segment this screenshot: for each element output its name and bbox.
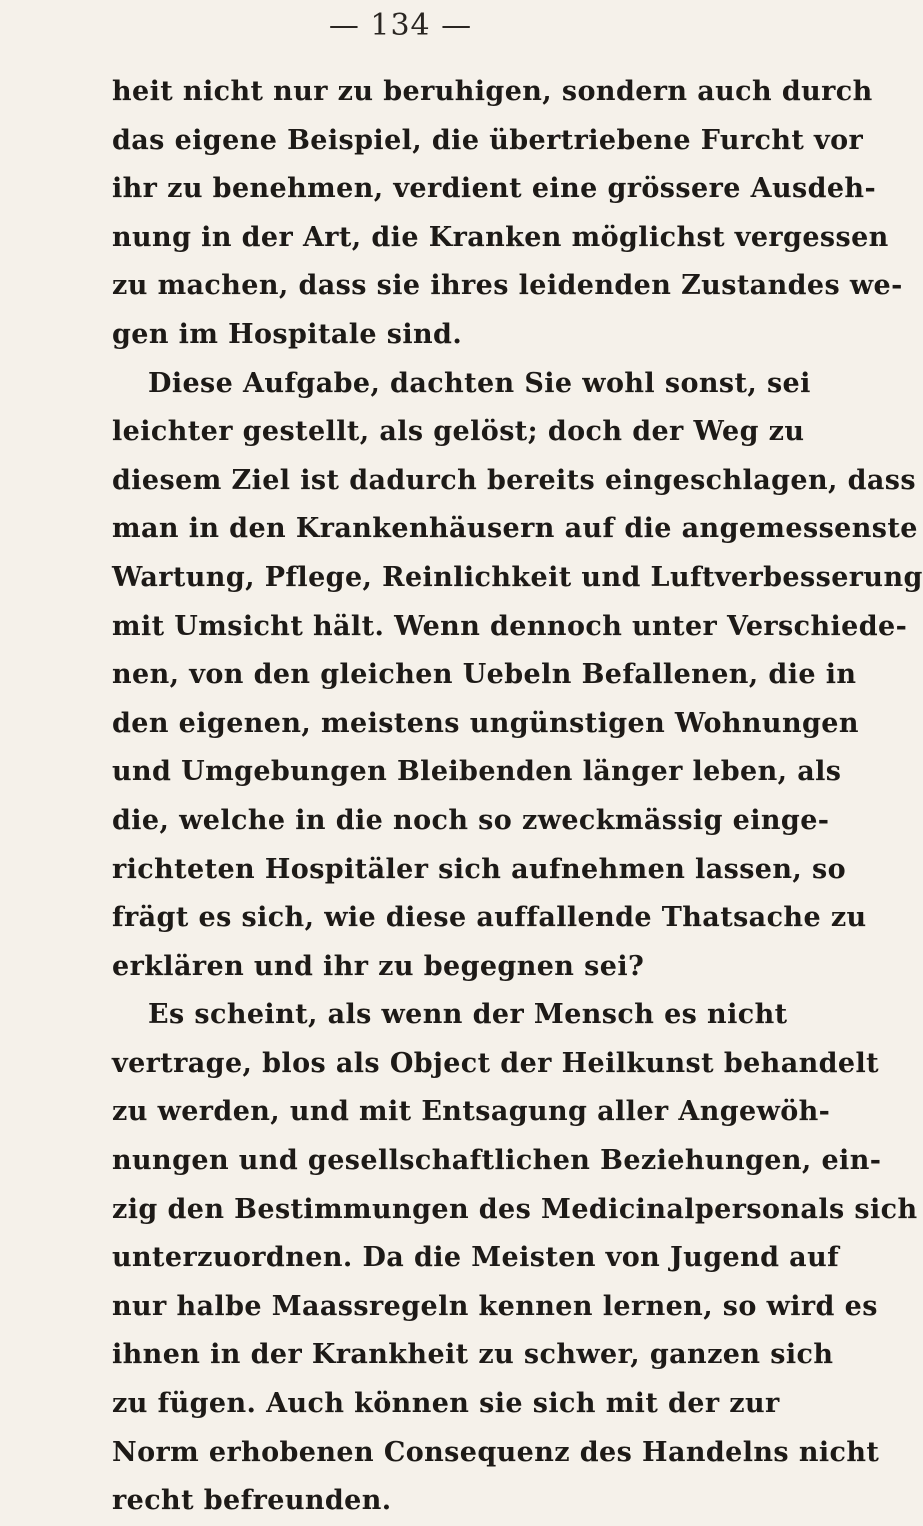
text-line: zu fügen. Auch können sie sich mit der zur [112, 1388, 780, 1420]
body-text [112, 68, 923, 1526]
text-line: ihnen in der Krankheit zu schwer, ganzen sich [112, 1339, 834, 1371]
text-line: Norm erhobenen Consequenz des Handelns nicht [112, 1436, 880, 1468]
text-line: zig den Bestimmungen des Medicinalpersonals sich [112, 1193, 918, 1225]
text-line: zu machen, dass sie ihres leidenden Zustandes we- [112, 270, 903, 302]
text-line: diesem Ziel ist dadurch bereits eingeschlagen, dass [112, 464, 916, 496]
text-line: den eigenen, meistens ungünstigen Wohnungen [112, 707, 859, 739]
text-line: zu werden, und mit Entsagung aller Angewöh- [112, 1096, 831, 1128]
text-line: das eigene Beispiel, die übertriebene Furcht vor [112, 124, 864, 156]
text-line: und Umgebungen Bleibenden länger leben, als [112, 756, 842, 788]
text-line: man in den Krankenhäusern auf die angemessenste [112, 513, 918, 545]
text-line: heit nicht nur zu beruhigen, sondern auch durch [112, 76, 873, 107]
text-line: leichter gestellt, als gelöst; doch der Weg zu [112, 416, 805, 448]
text-line: vertrage, blos als Object der Heilkunst behandelt [112, 1047, 880, 1079]
text-line: Es scheint, als wenn der Mensch es nicht [148, 999, 788, 1031]
text-line: nung in der Art, die Kranken möglichst vergessen [112, 221, 889, 253]
text-line: unterzuordnen. Da die Meisten von Jugend auf [112, 1242, 840, 1274]
text-line: recht befreunden. [112, 1485, 392, 1517]
text-line: richteten Hospitäler sich aufnehmen lassen, so [112, 853, 847, 885]
text-line: nungen und gesellschaftlichen Beziehungen, ein- [112, 1145, 882, 1177]
text-line: nen, von den gleichen Uebeln Befallenen, die in [112, 659, 857, 691]
text-line: ihr zu benehmen, verdient eine grössere Ausdeh- [112, 173, 877, 205]
text-line: erklären und ihr zu begegnen sei? [112, 950, 645, 982]
text-line: Diese Aufgabe, dachten Sie wohl sonst, sei [148, 367, 811, 399]
text-line: Wartung, Pflege, Reinlichkeit und Luftverbesserung [112, 561, 923, 593]
text-line: nur halbe Maassregeln kennen lernen, so wird es [112, 1290, 878, 1322]
text-line: gen im Hospitale sind. [112, 318, 463, 350]
text-line: mit Umsicht hält. Wenn dennoch unter Verschiede- [112, 610, 908, 642]
text-line: die, welche in die noch so zweckmässig einge- [112, 804, 830, 836]
page-number: — 134 — [328, 8, 473, 43]
text-line: frägt es sich, wie diese auffallende Thatsache zu [112, 902, 867, 934]
